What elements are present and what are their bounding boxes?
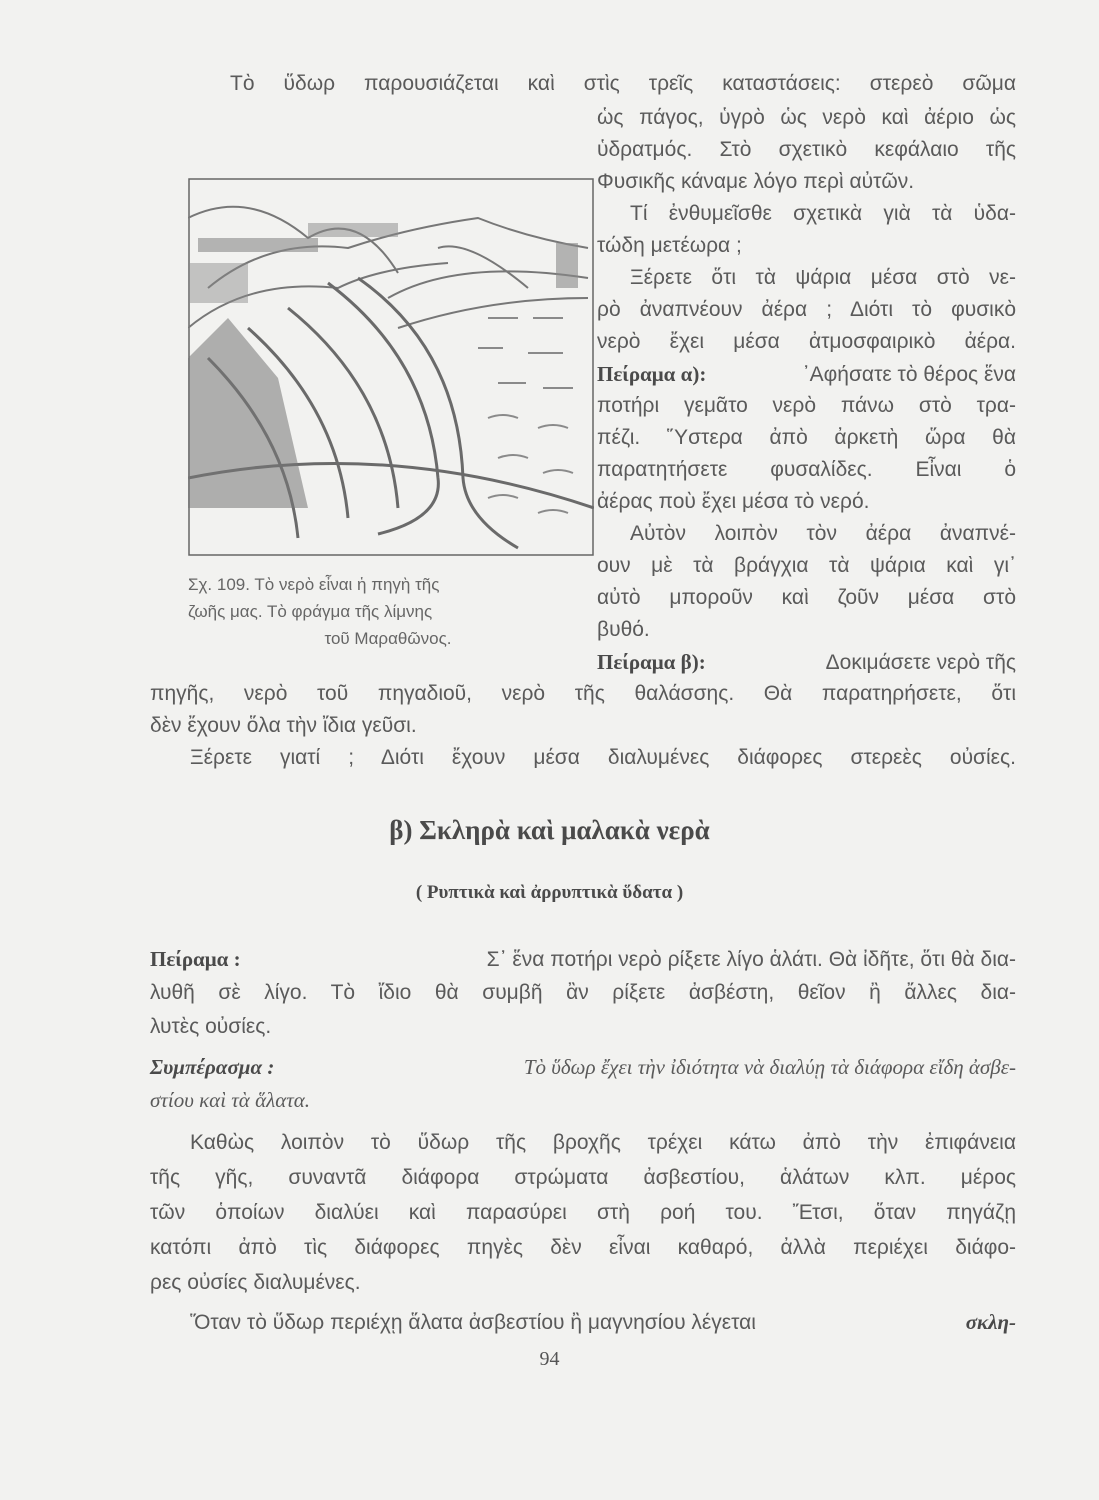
paragraph-line: βυθό. (597, 618, 650, 641)
paragraph-line: πέζι. Ὕστερα ἀπὸ ἀρκετὴ ὥρα θὰ (597, 426, 1016, 449)
experiment-b-first: Δοκιμάσετε νερὸ τῆς (825, 651, 1016, 674)
page-number: 94 (539, 1348, 560, 1370)
paragraph-line: αὐτὸ μποροῦν καὶ ζοῦν μέσα στὸ (597, 586, 1016, 609)
experiment-a-first: ᾿Αφήσατε τὸ θέρος ἕνα (802, 363, 1016, 386)
paragraph-line: Αὐτὸν λοιπὸν τὸν ἀέρα ἀναπνέ- (630, 522, 1016, 545)
experiment-a-label: Πείραμα α): (597, 362, 707, 386)
paragraph-line: ρες οὐσίες διαλυμένες. (150, 1271, 361, 1294)
conclusion-label: Συμπέρασμα : (150, 1055, 275, 1079)
paragraph-line: Τί ἐνθυμεῖσθε σχετικὰ γιὰ τὰ ὑδα- (630, 202, 1016, 225)
conclusion-first: Τὸ ὕδωρ ἔχει τὴν ἰδιότητα νὰ διαλύῃ τὰ διάφορα εἴδη ἀσβε- (523, 1055, 1016, 1079)
paragraph-line: ποτήρι γεμᾶτο νερὸ πάνω στὸ τρα- (597, 394, 1016, 417)
figure-caption-line: Σχ. 109. Τὸ νερὸ εἶναι ἡ πηγὴ τῆς (188, 575, 440, 594)
paragraph-line: ὑδρατμός. Στὸ σχετικὸ κεφάλαιο τῆς (597, 138, 1016, 161)
paragraph-line: στίου καὶ τὰ ἅλατα. (150, 1088, 311, 1112)
experiment-label: Πείραμα : (150, 947, 241, 971)
paragraph-line: λυθῆ σὲ λίγο. Τὸ ἴδιο θὰ συμβῆ ἂν ρίξετε ἀσβέστη, θεῖον ἢ ἄλλες δια- (150, 981, 1016, 1004)
figure-caption-line: ζωῆς μας. Τὸ φράγμα τῆς λίμνης (188, 602, 433, 621)
last-line-bold: σκλη- (965, 1310, 1016, 1334)
experiment-a-heading-line (597, 360, 1016, 388)
paragraph-line: τώδη μετέωρα ; (597, 234, 742, 257)
figure-caption-line: τοῦ Μαραθῶνος. (324, 629, 452, 648)
dam-illustration (188, 178, 594, 556)
experiment-first: Σ᾿ ἕνα ποτήρι νερὸ ρίξετε λίγο ἁλάτι. Θὰ ἰδῆτε, ὅτι θὰ δια- (486, 948, 1016, 971)
paragraph-line: ἀέρας ποὺ ἔχει μέσα τὸ νερό. (597, 490, 870, 513)
paragraph-line: ουν μὲ τὰ βράγχια τὰ ψάρια καὶ γι᾿ (597, 554, 1016, 577)
paragraph-line: Καθὼς λοιπὸν τὸ ὕδωρ τῆς βροχῆς τρέχει κάτω ἀπὸ τὴν ἐπιφάνεια (190, 1131, 1016, 1154)
last-line-text: Ὅταν τὸ ὕδωρ περιέχῃ ἅλατα ἀσβεστίου ἢ μαγνησίου λέγεται (190, 1311, 756, 1334)
experiment-b-label: Πείραμα β): (597, 650, 706, 674)
paragraph-line: νερὸ ἔχει μέσα ἀτμοσφαιρικὸ ἀέρα. (597, 330, 1016, 353)
experiment-b-heading-line (597, 648, 1016, 676)
paragraph-line: Τὸ ὕδωρ παρουσιάζεται καὶ στὶς τρεῖς καταστάσεις: στερεὸ σῶμα (230, 72, 1016, 95)
paragraph-line: τῶν ὁποίων διαλύει καὶ παρασύρει στὴ ροή του. Ἔτσι, ὅταν πηγάζῃ (150, 1201, 1016, 1224)
paragraph-line: ὡς πάγος, ὑγρὸ ὡς νερὸ καὶ ἀέριο ὡς (597, 106, 1016, 129)
paragraph-line: κατόπι ἀπὸ τὶς διάφορες πηγὲς δὲν εἶναι καθαρό, ἀλλὰ περιέχει διάφο- (150, 1236, 1016, 1259)
paragraph-line: παρατητήσετε φυσαλίδες. Εἶναι ὁ (597, 458, 1016, 481)
paragraph-line: δὲν ἔχουν ὅλα τὴν ἴδια γεῦσι. (150, 714, 417, 737)
paragraph-line: λυτὲς οὐσίες. (150, 1015, 272, 1038)
conclusion-heading-line (150, 1053, 1016, 1081)
paragraph-line: ρὸ ἀναπνέουν ἀέρα ; Διότι τὸ φυσικὸ (597, 298, 1016, 321)
paragraph-line: Ξέρετε γιατί ; Διότι ἔχουν μέσα διαλυμένες διάφορες στερεὲς οὐσίες. (190, 746, 1016, 769)
section-title: β) Σκληρὰ καὶ μαλακὰ νερὰ (389, 815, 710, 845)
paragraph-line: πηγῆς, νερὸ τοῦ πηγαδιοῦ, νερὸ τῆς θαλάσσης. Θὰ παρατηρήσετε, ὅτι (150, 682, 1016, 705)
last-line (190, 1308, 1016, 1336)
paragraph-line: Ξέρετε ὅτι τὰ ψάρια μέσα στὸ νε- (630, 266, 1016, 289)
paragraph-line: τῆς γῆς, συναντᾶ διάφορα στρώματα ἀσβεστίου, ἁλάτων κλπ. μέρος (150, 1166, 1016, 1189)
paragraph-line: Φυσικῆς κάναμε λόγο περὶ αὐτῶν. (597, 170, 915, 193)
section-subtitle: ( Ρυπτικὰ καὶ ἀρρυπτικὰ ὕδατα ) (415, 882, 684, 903)
experiment-heading-line (150, 945, 1016, 973)
